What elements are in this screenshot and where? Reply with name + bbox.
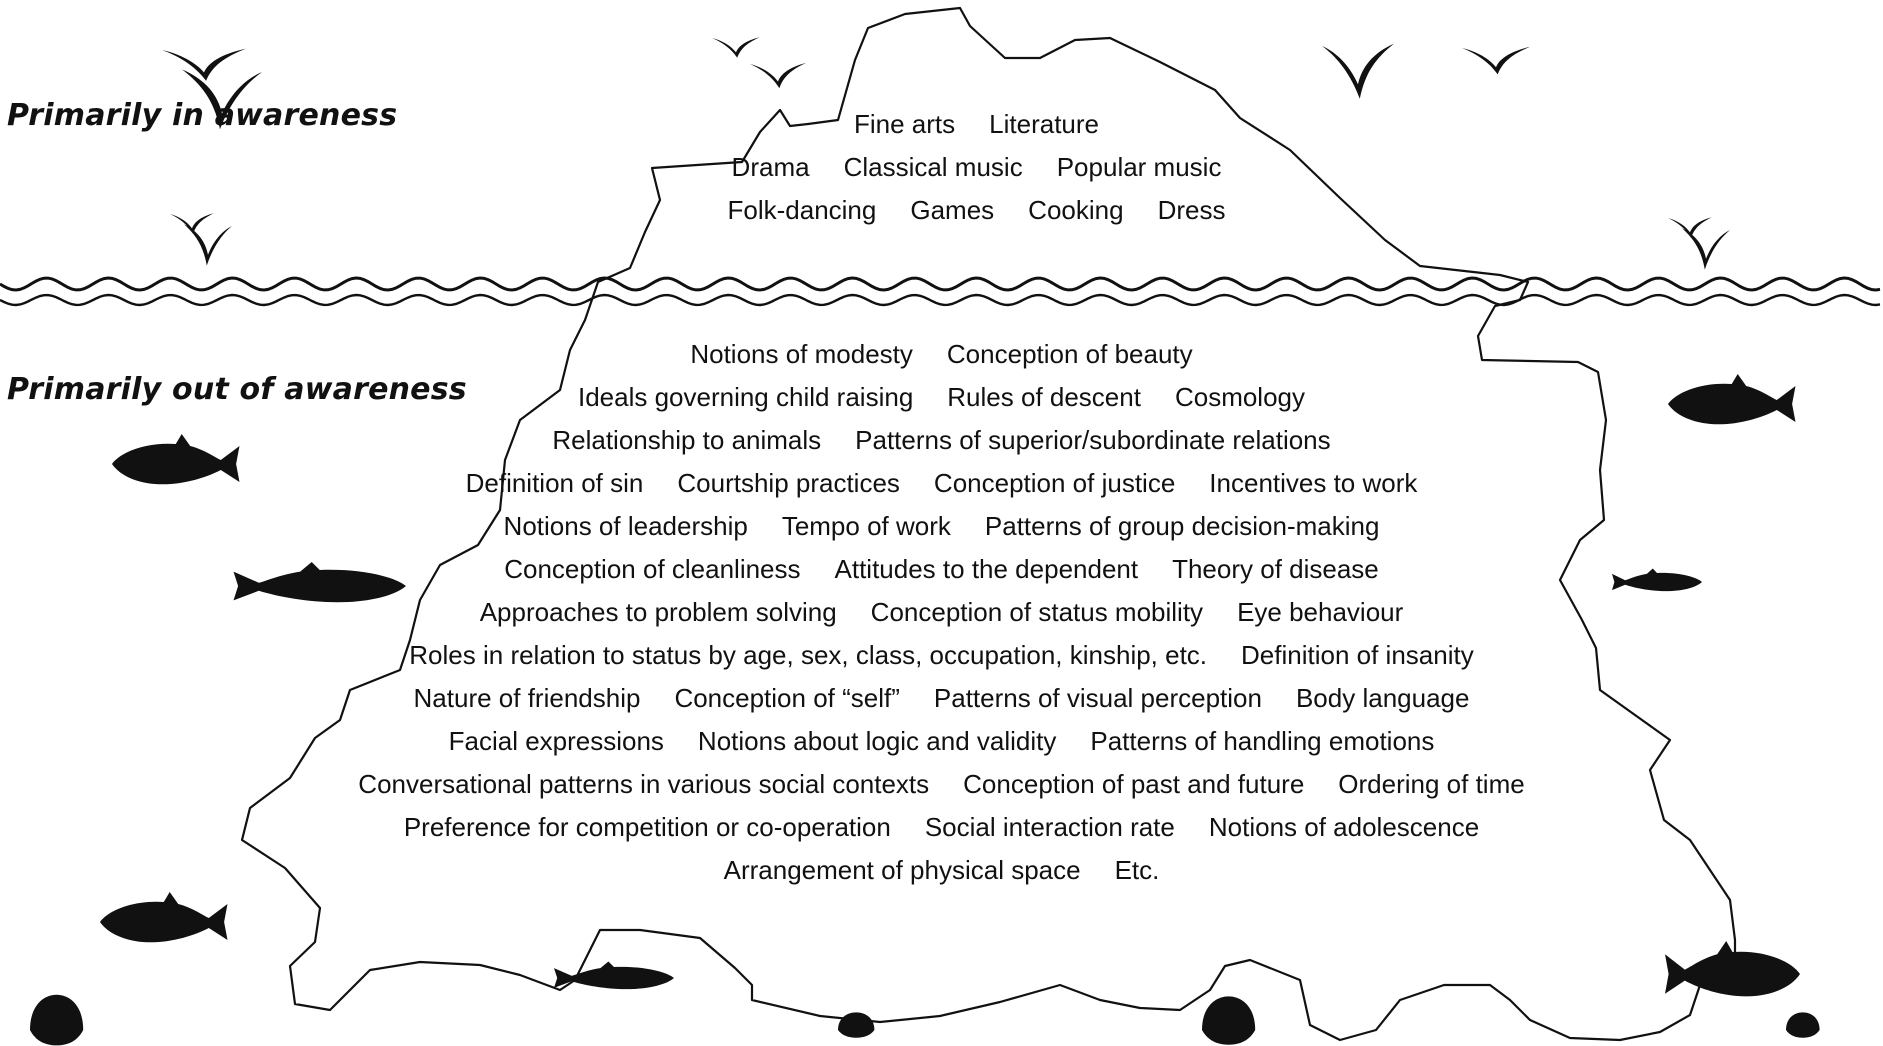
below-trait: Conception of past and future [963,769,1305,799]
below-row [0,683,1883,713]
below-trait: Nature of friendship [413,683,641,713]
above-trait: Literature [989,109,1099,139]
below-trait: Approaches to problem solving [479,597,837,627]
below-row [0,425,1883,455]
fish-icon [1665,941,1800,996]
below-trait: Patterns of visual perception [933,683,1262,713]
bird-icon [750,63,806,88]
below-trait: Incentives to work [1209,468,1418,498]
shell-icon [1786,1012,1820,1037]
below-trait: Conception of beauty [946,339,1193,369]
below-trait: Notions of adolescence [1208,812,1480,842]
above-trait: Drama [731,152,810,182]
bird-icon [1682,228,1730,269]
below-trait: Definition of sin [465,468,644,498]
below-trait: Cosmology [1174,382,1306,412]
below-trait: Theory of disease [1172,554,1379,584]
below-trait: Notions of modesty [690,339,913,369]
below-trait: Eye behaviour [1237,597,1404,627]
above-row [70,152,1883,182]
below-row [0,640,1883,670]
below-row [0,769,1883,799]
below-trait: Ordering of time [1338,769,1525,799]
below-trait: Ideals governing child raising [577,382,914,412]
below-trait: Roles in relation to status by age, sex, class, occupation, kinship, etc. [409,640,1208,670]
below-trait: Conception of cleanliness [504,554,801,584]
below-row [0,597,1883,627]
below-trait: Arrangement of physical space [723,855,1081,885]
below-trait: Social interaction rate [924,812,1175,842]
below-trait: Conversational patterns in various social contexts [358,769,930,799]
below-trait: Body language [1295,683,1470,713]
above-trait: Cooking [1028,195,1124,225]
shell-icon [1202,996,1255,1044]
below-trait: Notions about logic and validity [697,726,1057,756]
below-trait: Facial expressions [448,726,664,756]
above-water-label: Primarily in awareness [7,98,398,133]
below-row [0,468,1883,498]
below-row [0,812,1883,842]
bird-icon [1322,44,1394,99]
shell-icon [30,995,83,1046]
below-row [0,511,1883,541]
above-row [70,195,1883,225]
below-trait: Relationship to animals [552,425,822,455]
bird-icon [162,49,246,81]
above-trait: Fine arts [854,109,956,139]
below-trait: Patterns of handling emotions [1090,726,1435,756]
below-trait: Definition of insanity [1241,640,1474,670]
below-trait: Etc. [1114,855,1160,885]
below-trait: Conception of status mobility [870,597,1204,627]
below-row [0,855,1883,885]
fish-icon [100,892,228,942]
above-trait: Folk-dancing [727,195,877,225]
below-trait: Patterns of superior/subordinate relations [855,425,1331,455]
bird-icon [1462,47,1530,75]
waterline-upper [0,278,1880,290]
below-trait: Conception of justice [933,468,1176,498]
below-trait: Preference for competition or co-operation [403,812,891,842]
above-row [70,109,1883,139]
bird-icon [184,224,232,265]
below-trait: Tempo of work [781,511,951,541]
below-row [0,382,1883,412]
below-trait: Patterns of group decision-making [984,511,1380,541]
waterline-lower [0,295,1880,305]
above-trait: Classical music [843,152,1023,182]
above-trait: Popular music [1056,152,1222,182]
below-row [0,339,1883,369]
below-trait: Conception of “self” [674,683,900,713]
fish-icon [554,962,674,990]
above-trait: Dress [1157,195,1226,225]
below-trait: Rules of descent [947,382,1141,412]
below-row [0,726,1883,756]
below-row [0,554,1883,584]
bird-icon [712,37,760,58]
above-trait: Games [910,195,995,225]
shell-icon [838,1012,874,1037]
below-water-label: Primarily out of awareness [7,372,467,407]
below-trait: Courtship practices [677,468,900,498]
below-trait: Notions of leadership [503,511,748,541]
below-trait: Attitudes to the dependent [834,554,1139,584]
